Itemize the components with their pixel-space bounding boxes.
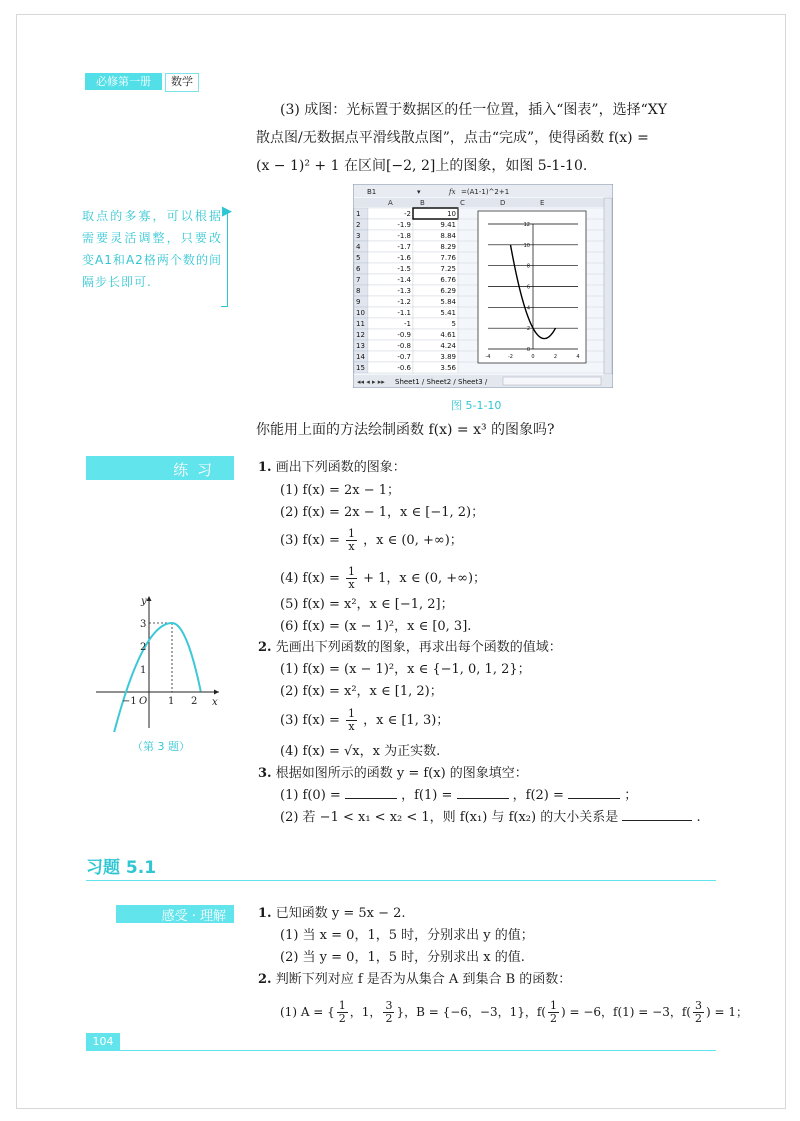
practice-q2-item1: (1) f(x) = (x − 1)²，x ∈ {−1, 0, 1, 2}；	[280, 662, 531, 677]
cell-value-a: -1.6	[397, 254, 411, 262]
column-header-A[interactable]: A	[388, 199, 393, 207]
row-number: 10	[356, 309, 365, 317]
practice-band-label: 练 习	[173, 461, 214, 479]
book-tag: 必修第一册	[85, 73, 162, 90]
fraction: $\frac{1}{2}$	[549, 999, 557, 1025]
row-number: 14	[356, 353, 365, 361]
answer-blank[interactable]	[568, 798, 620, 799]
cell-value-b: 9.41	[440, 221, 456, 229]
chart-y-tick: 10	[523, 242, 530, 249]
practice-band	[86, 456, 234, 480]
exercise-q2: 2. 判断下列对应 f 是否为从集合 A 到集合 B 的函数：	[258, 972, 572, 987]
page-number: 104	[86, 1033, 120, 1050]
chart-y-tick: 2	[526, 326, 530, 333]
cell-value-b: 4.24	[440, 342, 456, 350]
cell-value-b: 7.76	[440, 254, 456, 262]
section-title: 习题 5.1	[86, 858, 157, 878]
fraction: $\frac{3}{2}$	[694, 999, 702, 1025]
y-tick-label: 3	[140, 619, 147, 630]
cell-value-b: 6.76	[440, 276, 456, 284]
practice-q2-item2: (2) f(x) = x²，x ∈ [1, 2)；	[280, 684, 443, 699]
practice-q1-item4: (4) f(x) = $\frac{1}{x}$ + 1，x ∈ (0, +∞)；	[280, 565, 487, 591]
cell-value-a: -1.8	[397, 232, 411, 240]
embedded-chart	[478, 211, 586, 363]
y-tick-label: 2	[140, 642, 147, 653]
chart-x-tick: 2	[553, 354, 558, 360]
cell-value-b: 10	[447, 210, 456, 218]
chart-x-tick: -2	[508, 354, 513, 360]
row-number: 6	[356, 265, 361, 273]
y-axis-label: y	[141, 596, 147, 607]
cell-value-a: -0.6	[397, 364, 411, 372]
cell-value-a: -0.8	[397, 342, 411, 350]
step3-line2: 散点图/无数据点平滑线散点图”，点击“完成”，使得函数 f(x) =	[256, 130, 649, 146]
step3-line1: (3) 成图：光标置于数据区的任一位置，插入“图表”，选择“XY	[280, 102, 667, 118]
footer-rule	[86, 1050, 716, 1051]
sheet-tabs[interactable]: Sheet1 / Sheet2 / Sheet3 /	[395, 378, 488, 386]
x-tick-label: 1	[168, 696, 175, 707]
horizontal-scrollbar[interactable]	[503, 377, 601, 385]
cell-value-a: -2	[404, 210, 411, 218]
chart-y-tick: 6	[526, 284, 530, 291]
step3-line3: (x − 1)² + 1 在区间[−2, 2]上的图象，如图 5-1-10.	[256, 158, 588, 174]
row-number: 11	[356, 320, 365, 328]
chart-x-tick: -4	[485, 354, 491, 360]
row-number: 4	[356, 243, 361, 251]
side-note: 取点的多寡，可以根据需要灵活调整，只要改变A1和A2格两个数的间隔步长即可.	[82, 209, 222, 289]
exercise-q1-item1: (1) 当 x = 0，1，5 时，分别求出 y 的值；	[280, 928, 534, 943]
cell-reference: B1	[367, 188, 377, 196]
exercise-band	[116, 905, 234, 923]
cell-value-a: -0.9	[397, 331, 411, 339]
practice-q1-item5: (5) f(x) = x²，x ∈ [−1, 2]；	[280, 597, 454, 612]
cell-value-a: -1.3	[397, 287, 411, 295]
chart-y-tick: 8	[526, 263, 530, 270]
cell-value-b: 6.29	[440, 287, 456, 295]
practice-q1-item3: (3) f(x) = $\frac{1}{x}$ ，x ∈ (0, +∞)；	[280, 527, 463, 553]
row-number: 15	[356, 364, 365, 372]
x-axis-arrow-icon	[214, 690, 219, 695]
fraction: $\frac{1}{x}$	[348, 527, 355, 553]
practice-q2-item3: (3) f(x) = $\frac{1}{x}$ ，x ∈ [1, 3)；	[280, 707, 450, 733]
practice-q2: 2. 先画出下列函数的图象，再求出每个函数的值域：	[258, 640, 562, 655]
chart-x-tick: 0	[531, 354, 535, 360]
row-number: 13	[356, 342, 365, 350]
fraction: $\frac{1}{x}$	[348, 707, 355, 733]
cell-value-a: -1	[404, 320, 411, 328]
practice-q1-item6: (6) f(x) = (x − 1)²，x ∈ [0, 3].	[280, 619, 472, 634]
cell-value-b: 8.84	[440, 232, 456, 240]
practice-q2-item4: (4) f(x) = √x，x 为正实数.	[280, 744, 441, 759]
column-header-D[interactable]: D	[500, 199, 506, 207]
cell-value-a: -1.1	[397, 309, 411, 317]
exercise-band-label: 感受 · 理解	[161, 909, 226, 924]
column-header-B[interactable]: B	[420, 199, 425, 207]
section-rule	[86, 880, 716, 881]
function-curve	[105, 623, 200, 732]
practice-q1-item2: (2) f(x) = 2x − 1，x ∈ [−1, 2)；	[280, 505, 485, 520]
answer-blank[interactable]	[622, 820, 692, 821]
question-text: 你能用上面的方法绘制函数 f(x) = x³ 的图象吗?	[256, 422, 555, 438]
column-header-C[interactable]: C	[460, 199, 465, 207]
cell-value-b: 7.25	[440, 265, 456, 273]
row-number: 2	[356, 221, 361, 229]
exercise-q1-item2: (2) 当 y = 0，1，5 时，分别求出 x 的值.	[280, 950, 525, 965]
row-number: 1	[356, 210, 361, 218]
exercise-q2-item1: (1) A = { $\frac{1}{2}$ ，1， $\frac{3}{2}$ }，B = {−6，−3，1}，f( $\frac{1}{2}$ ) = −6，f(1) = −3，f( $\frac{3}{2}$ ) = 1；	[280, 999, 748, 1025]
practice-q3-item1: (1) f(0) = ，f(1) = ，f(2) = ；	[280, 788, 638, 803]
cell-value-a: -1.7	[397, 243, 411, 251]
row-number: 9	[356, 298, 361, 306]
row-number: 8	[356, 287, 361, 295]
formula-text: =(A1-1)^2+1	[461, 188, 510, 196]
cell-value-a: -1.4	[397, 276, 411, 284]
cell-value-b: 4.61	[440, 331, 456, 339]
fraction: $\frac{1}{2}$	[338, 999, 346, 1025]
column-header-E[interactable]: E	[540, 199, 545, 207]
fx-icon: fx	[449, 188, 456, 196]
cell-value-b: 5	[451, 320, 456, 328]
origin-label: O	[139, 696, 148, 707]
cell-value-a: -1.2	[397, 298, 411, 306]
x-axis-label: x	[212, 697, 218, 708]
chart-y-tick: 4	[526, 305, 530, 312]
cell-value-b: 8.29	[440, 243, 456, 251]
row-number: 3	[356, 232, 361, 240]
practice-q3-item2: (2) 若 −1 < x₁ < x₂ < 1，则 f(x₁) 与 f(x₂) 的大小关系是 .	[280, 810, 701, 825]
y-axis-arrow-icon	[147, 596, 152, 601]
cell-value-a: -1.5	[397, 265, 411, 273]
x-tick-label: −1	[122, 696, 137, 707]
dropdown-icon: ▾	[417, 188, 421, 196]
fraction: $\frac{1}{x}$	[348, 565, 355, 591]
figure-caption: 图 5-1-10	[451, 399, 502, 412]
cell-value-b: 3.56	[440, 364, 456, 372]
spreadsheet-figure	[353, 184, 613, 388]
x-tick-label: 2	[191, 696, 198, 707]
subject-label: 数学	[165, 73, 199, 92]
practice-q1-item1: (1) f(x) = 2x − 1；	[280, 483, 401, 498]
cell-value-a: -0.7	[397, 353, 411, 361]
cell-value-b: 3.89	[440, 353, 456, 361]
q3-graph	[94, 592, 224, 732]
side-note-arrow-icon: ▶	[222, 204, 232, 219]
chart-y-tick: 12	[523, 222, 530, 228]
chart-y-tick: 0	[526, 347, 530, 353]
cell-value-a: -1.9	[397, 221, 411, 229]
row-number: 12	[356, 331, 365, 339]
vertical-scrollbar[interactable]	[604, 198, 612, 374]
exercise-q1: 1. 已知函数 y = 5x − 2.	[258, 906, 406, 921]
practice-q1: 1. 画出下列函数的图象：	[258, 460, 406, 475]
row-number: 7	[356, 276, 361, 284]
cell-value-b: 5.84	[440, 298, 456, 306]
chart-x-tick: 4	[576, 354, 580, 360]
answer-blank[interactable]	[345, 798, 397, 799]
practice-q3: 3. 根据如图所示的函数 y = f(x) 的图象填空：	[258, 766, 528, 781]
answer-blank[interactable]	[457, 798, 509, 799]
tab-nav-arrows-icon[interactable]: ◂◂ ◂ ▸ ▸▸	[357, 378, 385, 386]
y-tick-label: 1	[140, 665, 147, 676]
side-note-bracket	[221, 210, 228, 307]
row-number: 5	[356, 254, 361, 262]
fraction: $\frac{3}{2}$	[385, 999, 393, 1025]
cell-value-b: 5.41	[440, 309, 456, 317]
q3-graph-caption: （第 3 题）	[132, 740, 190, 753]
